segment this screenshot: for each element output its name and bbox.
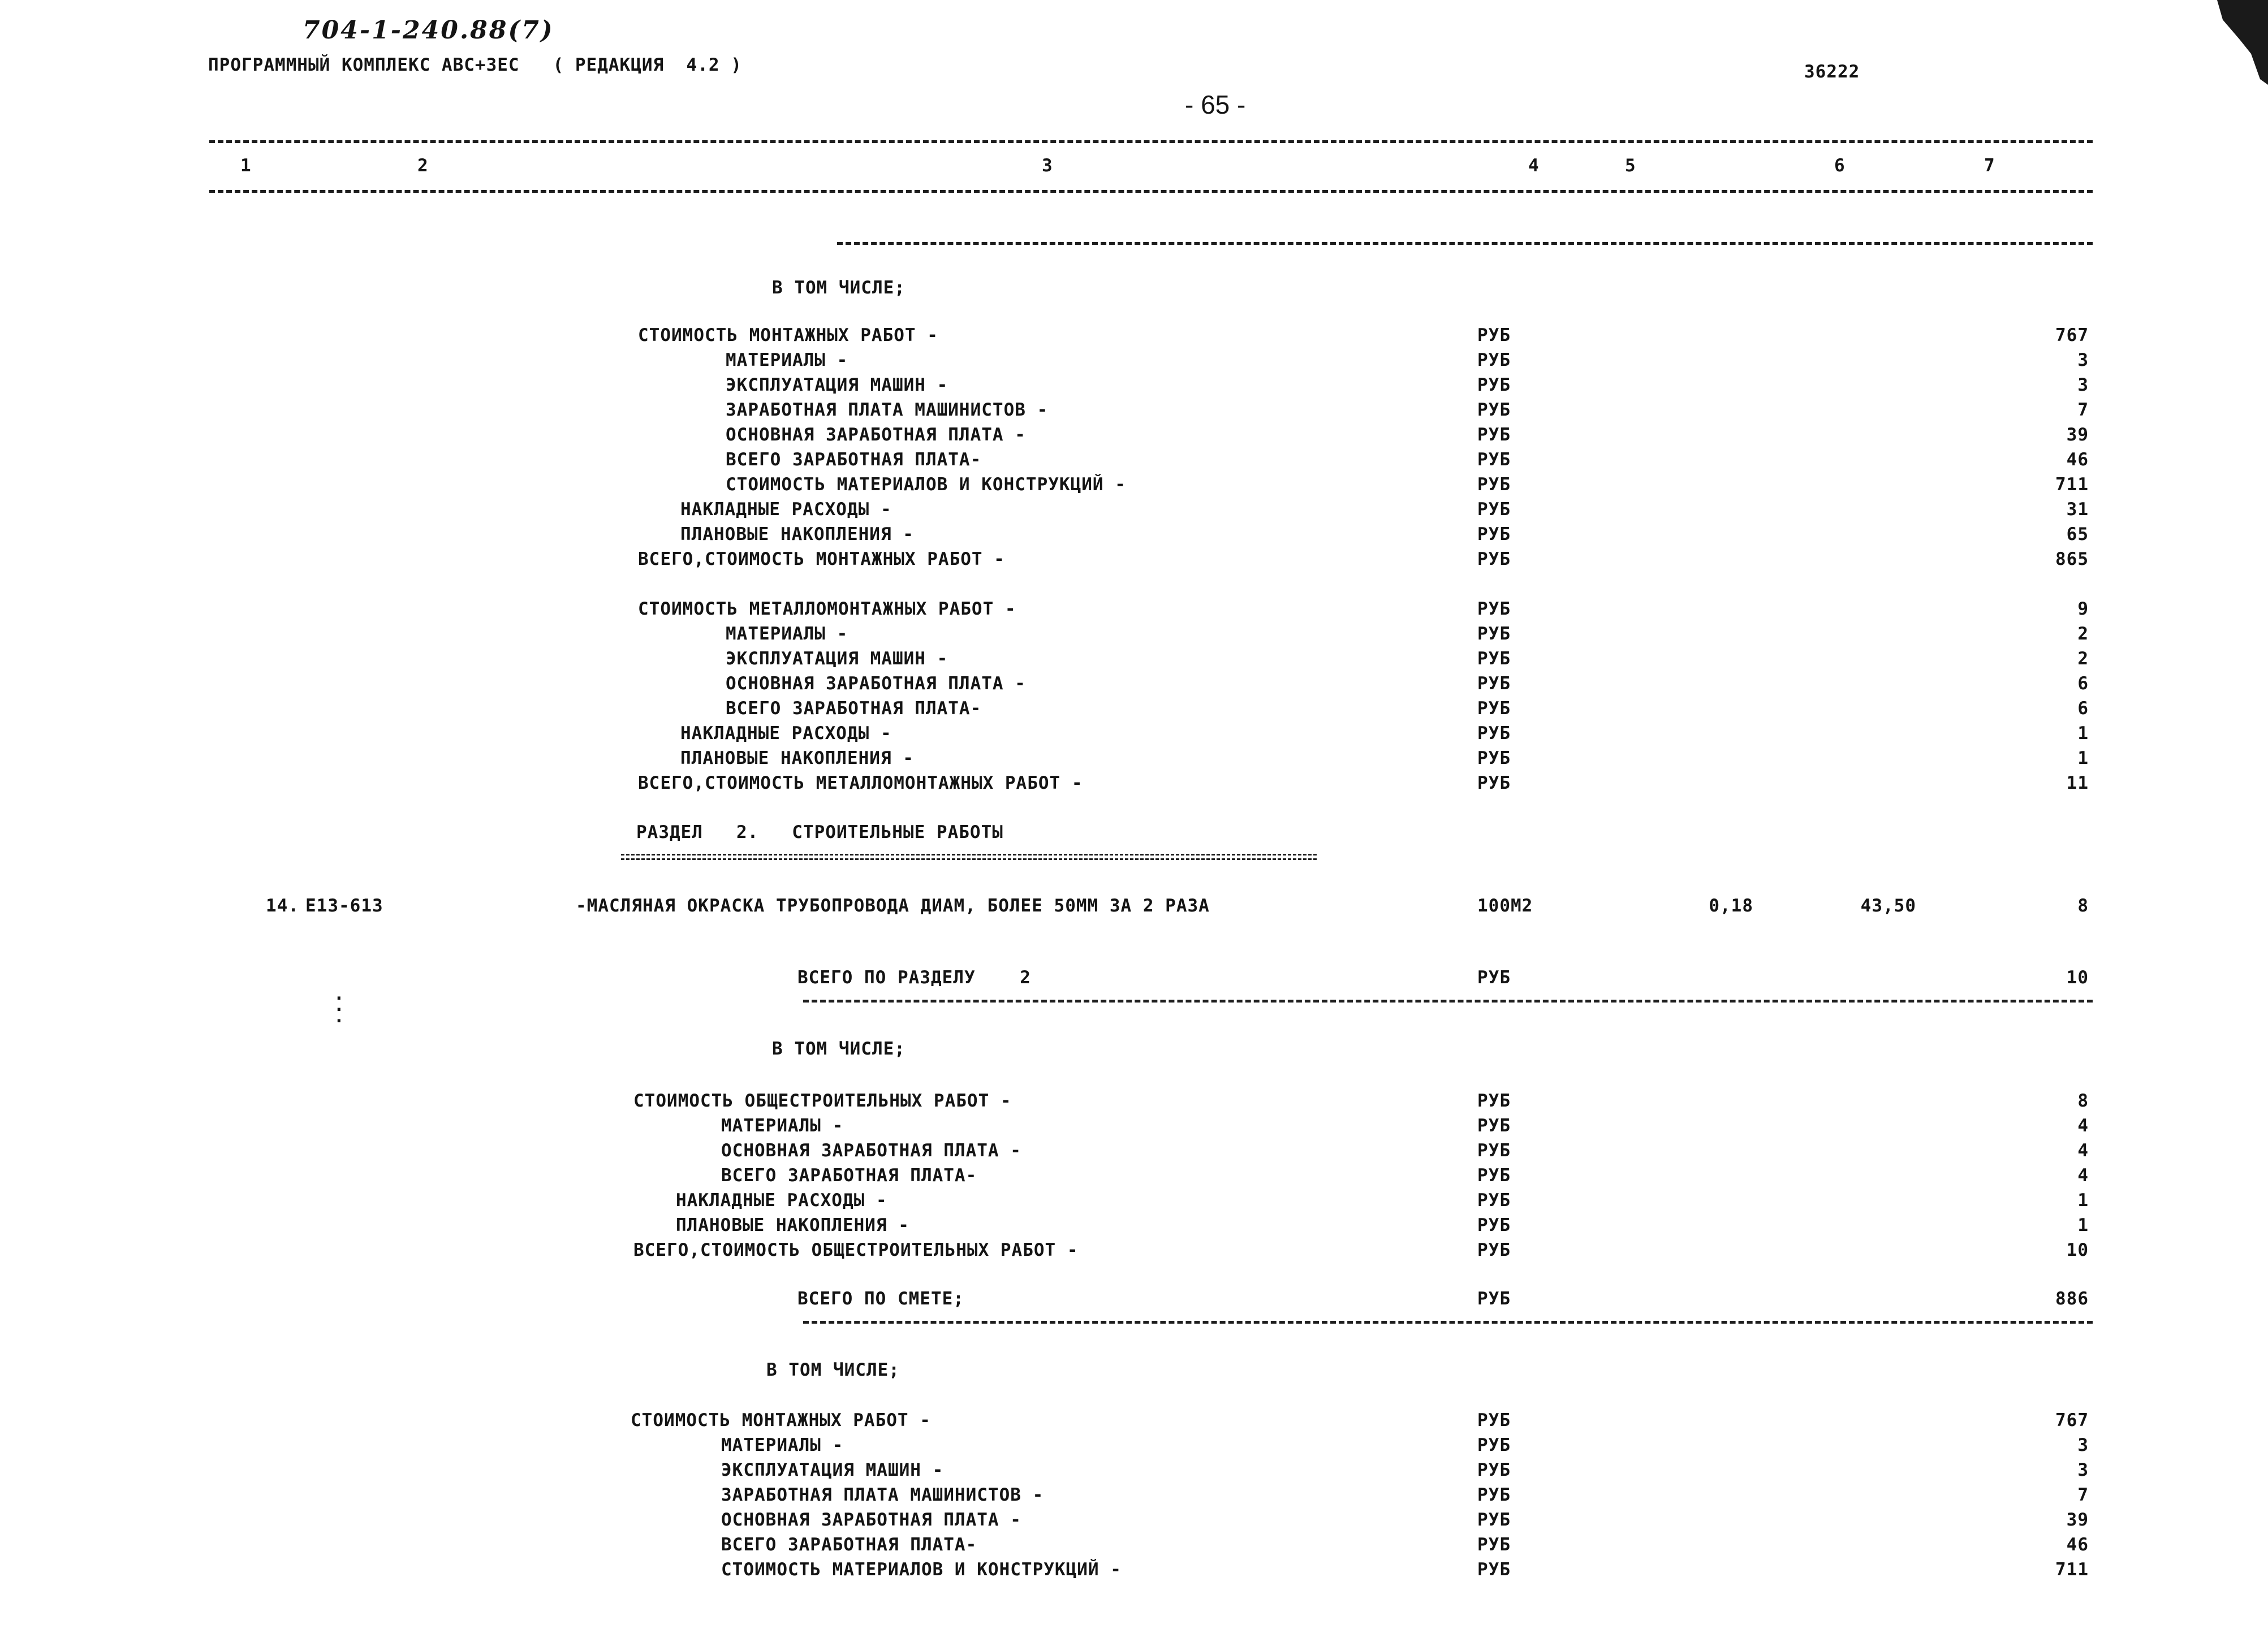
row-label: СТОИМОСТЬ МОНТАЖНЫХ РАБОТ - xyxy=(631,1410,931,1431)
item-number: 14. xyxy=(266,896,299,916)
row-unit: РУБ xyxy=(1477,1510,1511,1530)
page-number: - 65 - xyxy=(1185,90,1246,119)
row-label: ЭКСПЛУАТАЦИЯ МАШИН - xyxy=(721,1460,944,1480)
row-value: 3 xyxy=(2077,1460,2089,1480)
row-unit: РУБ xyxy=(1477,1215,1511,1235)
row-unit: РУБ xyxy=(1477,1240,1511,1260)
row-label: ЗАРАБОТНАЯ ПЛАТА МАШИНИСТОВ - xyxy=(721,1485,1044,1505)
row-label: ВСЕГО,СТОИМОСТЬ ОБЩЕСТРОИТЕЛЬНЫХ РАБОТ - xyxy=(633,1240,1079,1260)
row-label: СТОИМОСТЬ МАТЕРИАЛОВ И КОНСТРУКЦИЙ - xyxy=(721,1559,1122,1580)
row-label: МАТЕРИАЛЫ - xyxy=(726,624,848,644)
row-label: ОСНОВНАЯ ЗАРАБОТНАЯ ПЛАТА - xyxy=(721,1510,1021,1530)
row-label: МАТЕРИАЛЫ - xyxy=(721,1435,844,1455)
row-value: 4 xyxy=(2077,1165,2089,1186)
row-label: ВСЕГО ЗАРАБОТНАЯ ПЛАТА- xyxy=(721,1165,977,1186)
row-unit: РУБ xyxy=(1477,773,1511,793)
scan-dots: . . . xyxy=(334,984,345,1027)
row-value: 46 xyxy=(2066,1535,2089,1555)
item-quantity: 0,18 xyxy=(1709,896,1753,916)
section-total-label: ВСЕГО ПО РАЗДЕЛУ 2 xyxy=(797,967,1031,988)
rule-subtotal xyxy=(837,242,2093,245)
row-value: 767 xyxy=(2055,1410,2089,1431)
row-value: 65 xyxy=(2066,524,2089,545)
caption-incl-3: В ТОМ ЧИСЛЕ; xyxy=(766,1360,900,1380)
row-value: 1 xyxy=(2077,1190,2089,1211)
row-label: ЭКСПЛУАТАЦИЯ МАШИН - xyxy=(726,649,948,669)
estimate-total-label: ВСЕГО ПО СМЕТЕ; xyxy=(797,1289,964,1309)
row-label: ПЛАНОВЫЕ НАКОПЛЕНИЯ - xyxy=(680,524,914,545)
row-value: 7 xyxy=(2077,400,2089,420)
row-value: 6 xyxy=(2077,673,2089,694)
row-unit: РУБ xyxy=(1477,400,1511,420)
row-label: НАКЛАДНЫЕ РАСХОДЫ - xyxy=(680,723,892,744)
estimate-total-value: 886 xyxy=(2055,1289,2089,1309)
col-6: 6 xyxy=(1834,155,1846,176)
row-label: ВСЕГО,СТОИМОСТЬ МЕТАЛЛОМОНТАЖНЫХ РАБОТ - xyxy=(638,773,1083,793)
rule-top xyxy=(209,140,2093,143)
estimate-total-unit: РУБ xyxy=(1477,1289,1511,1309)
row-value: 7 xyxy=(2077,1485,2089,1505)
section-underline xyxy=(621,854,1317,855)
row-unit: РУБ xyxy=(1477,748,1511,768)
row-unit: РУБ xyxy=(1477,549,1511,569)
row-value: 711 xyxy=(2055,474,2089,495)
row-label: ПЛАНОВЫЕ НАКОПЛЕНИЯ - xyxy=(680,748,914,768)
row-unit: РУБ xyxy=(1477,1091,1511,1111)
item-code: Е13-613 xyxy=(305,896,383,916)
rule-header-bottom xyxy=(209,190,2093,193)
row-unit: РУБ xyxy=(1477,599,1511,619)
row-label: МАТЕРИАЛЫ - xyxy=(726,350,848,370)
row-value: 4 xyxy=(2077,1116,2089,1136)
row-value: 4 xyxy=(2077,1140,2089,1161)
row-unit: РУБ xyxy=(1477,1165,1511,1186)
col-2: 2 xyxy=(417,155,429,176)
scan-corner-mark xyxy=(2206,0,2268,85)
caption-incl-1: В ТОМ ЧИСЛЕ; xyxy=(772,278,906,298)
row-value: 2 xyxy=(2077,624,2089,644)
item-total: 8 xyxy=(2077,896,2089,916)
row-unit: РУБ xyxy=(1477,1559,1511,1580)
row-label: ОСНОВНАЯ ЗАРАБОТНАЯ ПЛАТА - xyxy=(726,673,1026,694)
row-unit: РУБ xyxy=(1477,1435,1511,1455)
row-value: 865 xyxy=(2055,549,2089,569)
row-value: 711 xyxy=(2055,1559,2089,1580)
row-label: ОСНОВНАЯ ЗАРАБОТНАЯ ПЛАТА - xyxy=(726,425,1026,445)
section-title: РАЗДЕЛ 2. СТРОИТЕЛЬНЫЕ РАБОТЫ xyxy=(636,822,1003,842)
col-7: 7 xyxy=(1984,155,1995,176)
row-value: 31 xyxy=(2066,499,2089,520)
row-value: 2 xyxy=(2077,649,2089,669)
row-unit: РУБ xyxy=(1477,1190,1511,1211)
row-label: СТОИМОСТЬ МОНТАЖНЫХ РАБОТ - xyxy=(638,325,938,345)
rule-section-total xyxy=(803,1000,2093,1003)
row-label: ЭКСПЛУАТАЦИЯ МАШИН - xyxy=(726,375,948,395)
row-unit: РУБ xyxy=(1477,350,1511,370)
row-unit: РУБ xyxy=(1477,1535,1511,1555)
col-3: 3 xyxy=(1042,155,1053,176)
row-unit: РУБ xyxy=(1477,524,1511,545)
row-unit: РУБ xyxy=(1477,425,1511,445)
row-value: 46 xyxy=(2066,450,2089,470)
row-value: 1 xyxy=(2077,723,2089,744)
rule-estimate-total xyxy=(803,1321,2093,1324)
row-unit: РУБ xyxy=(1477,375,1511,395)
item-unit: 100М2 xyxy=(1477,896,1533,916)
row-unit: РУБ xyxy=(1477,649,1511,669)
row-label: НАКЛАДНЫЕ РАСХОДЫ - xyxy=(676,1190,887,1211)
row-unit: РУБ xyxy=(1477,1460,1511,1480)
caption-incl-2: В ТОМ ЧИСЛЕ; xyxy=(772,1039,906,1059)
row-value: 39 xyxy=(2066,1510,2089,1530)
col-1: 1 xyxy=(240,155,252,176)
row-label: ОСНОВНАЯ ЗАРАБОТНАЯ ПЛАТА - xyxy=(721,1140,1021,1161)
row-unit: РУБ xyxy=(1477,1410,1511,1431)
row-value: 3 xyxy=(2077,375,2089,395)
row-unit: РУБ xyxy=(1477,1485,1511,1505)
row-value: 6 xyxy=(2077,698,2089,719)
row-unit: РУБ xyxy=(1477,723,1511,744)
row-label: ВСЕГО ЗАРАБОТНАЯ ПЛАТА- xyxy=(721,1535,977,1555)
row-value: 10 xyxy=(2066,1240,2089,1260)
row-unit: РУБ xyxy=(1477,474,1511,495)
row-unit: РУБ xyxy=(1477,325,1511,345)
row-label: ПЛАНОВЫЕ НАКОПЛЕНИЯ - xyxy=(676,1215,909,1235)
handwritten-code: 704-1-240.88(7) xyxy=(303,16,554,45)
row-value: 3 xyxy=(2077,350,2089,370)
row-value: 767 xyxy=(2055,325,2089,345)
section-total-value: 10 xyxy=(2066,967,2089,988)
row-value: 11 xyxy=(2066,773,2089,793)
row-unit: РУБ xyxy=(1477,450,1511,470)
row-value: 3 xyxy=(2077,1435,2089,1455)
row-value: 39 xyxy=(2066,425,2089,445)
row-unit: РУБ xyxy=(1477,673,1511,694)
row-label: СТОИМОСТЬ ОБЩЕСТРОИТЕЛЬНЫХ РАБОТ - xyxy=(633,1091,1012,1111)
col-4: 4 xyxy=(1528,155,1540,176)
row-unit: РУБ xyxy=(1477,499,1511,520)
row-value: 8 xyxy=(2077,1091,2089,1111)
row-value: 9 xyxy=(2077,599,2089,619)
row-label: МАТЕРИАЛЫ - xyxy=(721,1116,844,1136)
program-header: ПРОГРАММНЫЙ КОМПЛЕКС АВС+ЗЕС ( РЕДАКЦИЯ 4.2 ) xyxy=(208,55,742,75)
row-unit: РУБ xyxy=(1477,698,1511,719)
row-unit: РУБ xyxy=(1477,1116,1511,1136)
row-label: СТОИМОСТЬ МАТЕРИАЛОВ И КОНСТРУКЦИЙ - xyxy=(726,474,1126,495)
col-5: 5 xyxy=(1625,155,1636,176)
row-value: 1 xyxy=(2077,748,2089,768)
item-description: -МАСЛЯНАЯ ОКРАСКА ТРУБОПРОВОДА ДИАМ, БОЛЕЕ 50ММ ЗА 2 РАЗА xyxy=(576,896,1210,916)
row-unit: РУБ xyxy=(1477,624,1511,644)
item-price: 43,50 xyxy=(1860,896,1916,916)
section-underline-2 xyxy=(621,858,1317,860)
row-label: ВСЕГО ЗАРАБОТНАЯ ПЛАТА- xyxy=(726,450,982,470)
row-label: НАКЛАДНЫЕ РАСХОДЫ - xyxy=(680,499,892,520)
section-total-unit: РУБ xyxy=(1477,967,1511,988)
row-value: 1 xyxy=(2077,1215,2089,1235)
doc-number: 36222 xyxy=(1804,62,1860,82)
row-label: СТОИМОСТЬ МЕТАЛЛОМОНТАЖНЫХ РАБОТ - xyxy=(638,599,1016,619)
row-label: ВСЕГО,СТОИМОСТЬ МОНТАЖНЫХ РАБОТ - xyxy=(638,549,1005,569)
row-unit: РУБ xyxy=(1477,1140,1511,1161)
row-label: ВСЕГО ЗАРАБОТНАЯ ПЛАТА- xyxy=(726,698,982,719)
row-label: ЗАРАБОТНАЯ ПЛАТА МАШИНИСТОВ - xyxy=(726,400,1049,420)
